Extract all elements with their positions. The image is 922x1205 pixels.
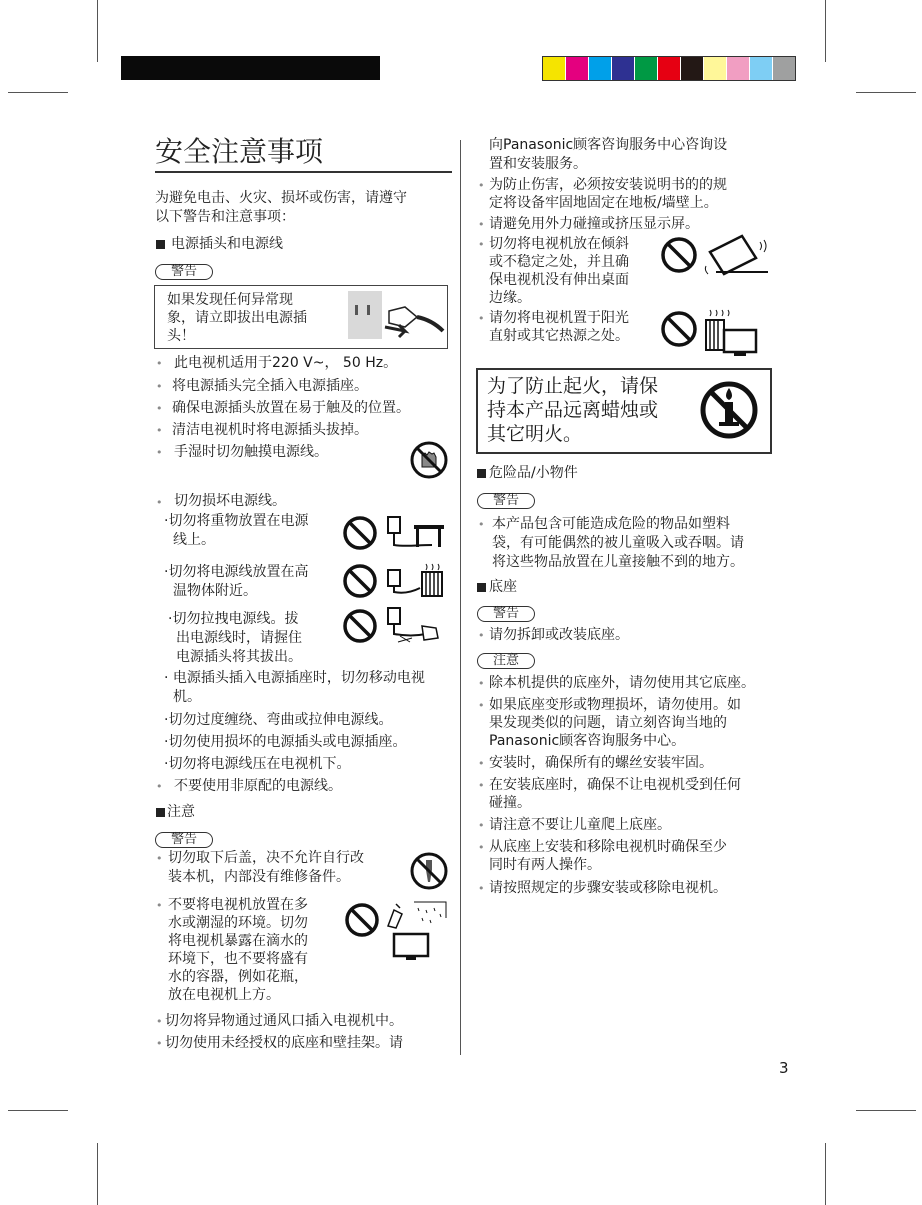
color-swatch bbox=[749, 57, 772, 80]
stand-caution-2-l1: 如果底座变形或物理损坏，请勿使用。如 bbox=[489, 697, 741, 713]
stand-caution-5: 请注意不要让儿童爬上底座。 bbox=[489, 817, 671, 833]
right-item-3-l2: 或不稳定之处，并且确 bbox=[489, 254, 629, 270]
right-cont-l1: 向Panasonic顾客咨询服务中心咨询设 bbox=[489, 137, 728, 153]
dangerous-l1: 本产品包含可能造成危险的物品如塑料 bbox=[492, 516, 730, 532]
sub-item-1-l2: 线上。 bbox=[173, 532, 215, 548]
prohibited-icon bbox=[344, 902, 380, 938]
color-swatch bbox=[634, 57, 657, 80]
right-item-4-l1: 请勿将电视机置于阳光 bbox=[489, 310, 629, 326]
bullet: • bbox=[478, 179, 485, 192]
crop-mark-tr-h bbox=[856, 92, 916, 93]
bullet: • bbox=[478, 882, 485, 895]
bullet: • bbox=[156, 899, 163, 912]
color-swatch bbox=[543, 57, 565, 80]
pull-cord-icon bbox=[386, 606, 446, 646]
box-line-2: 象，请立即拔出电源插 bbox=[167, 310, 307, 326]
right-item-3-l1: 切勿将电视机放在倾斜 bbox=[489, 236, 629, 252]
bullet: • bbox=[156, 1015, 163, 1028]
bullet: • bbox=[156, 780, 163, 793]
no-wet-hands-icon bbox=[410, 441, 448, 479]
bullet: • bbox=[478, 629, 485, 642]
caution-item-2-l5: 水的容器，例如花瓶， bbox=[168, 969, 308, 985]
tilted-tv-icon bbox=[702, 232, 770, 280]
fire-line-3: 其它明火。 bbox=[487, 423, 583, 445]
right-item-4-l2: 直射或其它热源之处。 bbox=[489, 328, 629, 344]
right-item-2: 请避免用外力碰撞或挤压显示屏。 bbox=[489, 216, 699, 232]
crop-mark-tr-v bbox=[825, 0, 826, 62]
registration-bar bbox=[121, 56, 380, 80]
warning-label: 警告 bbox=[155, 832, 213, 848]
box-line-1: 如果发现任何异常现 bbox=[167, 292, 293, 308]
caution-item-4: 切勿使用未经授权的底座和壁挂架。请 bbox=[165, 1035, 403, 1051]
stand-caution-6-l2: 同时有两人操作。 bbox=[489, 857, 601, 873]
power-heading: 电源插头和电源线 bbox=[171, 236, 283, 252]
page-title: 安全注意事项 bbox=[155, 135, 324, 168]
heavy-object-on-cord-icon bbox=[386, 515, 446, 551]
bullet: • bbox=[478, 819, 485, 832]
section-marker bbox=[477, 469, 486, 478]
color-swatch bbox=[726, 57, 749, 80]
sub-item-2-l1: ·切勿将电源线放置在高 bbox=[164, 564, 309, 580]
fire-line-1: 为了防止起火，请保 bbox=[487, 375, 659, 397]
caution-item-2-l4: 环境下，也不要将盛有 bbox=[168, 951, 308, 967]
sub-item-5: ·切勿过度缠绕、弯曲或拉伸电源线。 bbox=[164, 712, 393, 728]
caution-item-2-l1: 不要将电视机放置在多 bbox=[168, 897, 308, 913]
bullet: • bbox=[156, 357, 163, 370]
stand-caution-2-l3: Panasonic顾客咨询服务中心。 bbox=[489, 733, 686, 749]
color-swatch bbox=[703, 57, 726, 80]
warning-label: 警告 bbox=[477, 606, 535, 622]
crop-mark-tl-h bbox=[8, 92, 68, 93]
stand-caution-4-l1: 在安装底座时，确保不让电视机受到任何 bbox=[489, 777, 741, 793]
color-swatches bbox=[542, 56, 796, 81]
column-divider bbox=[460, 140, 461, 1055]
right-item-1-l1: 为防止伤害，必须按安装说明书的的规 bbox=[489, 177, 727, 193]
unplug-icon bbox=[345, 287, 445, 345]
bullet: • bbox=[156, 1037, 163, 1050]
power-last-item: 不要使用非原配的电源线。 bbox=[174, 778, 342, 794]
stand-caution-4-l2: 碰撞。 bbox=[489, 795, 531, 811]
bullet: • bbox=[478, 218, 485, 231]
prohibited-icon bbox=[342, 515, 378, 551]
bullet: • bbox=[478, 699, 485, 712]
box-line-3: 头！ bbox=[167, 328, 195, 344]
power-item-3: 确保电源插头放置在易于触及的位置。 bbox=[172, 400, 410, 416]
crop-mark-tl-v bbox=[97, 0, 98, 62]
caution-item-1-l2: 装本机，内部没有维修备件。 bbox=[168, 869, 350, 885]
power-item-1: 此电视机适用于220 V~， 50 Hz。 bbox=[174, 355, 398, 371]
bullet: • bbox=[156, 446, 163, 459]
crop-mark-bl-v bbox=[97, 1143, 98, 1205]
intro-line-1: 为避免电击、火灾、损坏或伤害，请遵守 bbox=[155, 190, 407, 206]
stand-heading: 底座 bbox=[489, 579, 517, 595]
right-cont-l2: 置和安装服务。 bbox=[489, 156, 587, 172]
sub-item-4-l1: · 电源插头插入电源插座时，切勿移动电视 bbox=[164, 670, 425, 686]
intro-line-2: 以下警告和注意事项： bbox=[155, 209, 295, 225]
caution-item-3: 切勿将异物通过通风口插入电视机中。 bbox=[165, 1013, 403, 1029]
color-swatch bbox=[772, 57, 795, 80]
bullet: • bbox=[478, 757, 485, 770]
stand-warning: 请勿拆卸或改装底座。 bbox=[489, 627, 629, 643]
caution-item-2-l6: 放在电视机上方。 bbox=[168, 987, 280, 1003]
bullet: • bbox=[478, 238, 485, 251]
prohibited-icon bbox=[660, 310, 698, 348]
warning-label: 警告 bbox=[477, 493, 535, 509]
cord-near-heater-icon bbox=[386, 562, 446, 600]
caution-item-1-l1: 切勿取下后盖，决不允许自行改 bbox=[168, 850, 364, 866]
bullet: • bbox=[478, 518, 485, 531]
caution-label: 注意 bbox=[477, 653, 535, 669]
bullet: • bbox=[478, 312, 485, 325]
sub-item-2-l2: 温物体附近。 bbox=[173, 583, 257, 599]
right-item-3-l4: 边缘。 bbox=[489, 290, 531, 306]
sub-item-3-l2: 出电源线时，请握住 bbox=[176, 630, 302, 646]
bullet: • bbox=[156, 402, 163, 415]
prohibited-icon bbox=[342, 563, 378, 599]
prohibited-icon bbox=[342, 608, 378, 644]
crop-mark-br-v bbox=[825, 1143, 826, 1205]
warning-label: 警告 bbox=[155, 264, 213, 280]
caution-item-2-l3: 将电视机暴露在滴水的 bbox=[168, 933, 308, 949]
dangerous-l2: 袋，有可能偶然的被儿童吸入或吞咽。请 bbox=[492, 535, 744, 551]
power-item-2: 将电源插头完全插入电源插座。 bbox=[172, 378, 368, 394]
bullet: • bbox=[156, 496, 163, 509]
color-swatch bbox=[588, 57, 611, 80]
crop-mark-br-h bbox=[856, 1110, 916, 1111]
water-on-tv-icon bbox=[384, 898, 448, 964]
title-rule bbox=[155, 171, 452, 173]
section-marker bbox=[156, 808, 165, 817]
dangerous-l3: 将这些物品放置在儿童接触不到的地方。 bbox=[492, 554, 744, 570]
color-swatch bbox=[657, 57, 680, 80]
bullet: • bbox=[156, 424, 163, 437]
stand-caution-3: 安装时，确保所有的螺丝安装牢固。 bbox=[489, 755, 713, 771]
section-marker bbox=[156, 240, 165, 249]
fire-line-2: 持本产品远离蜡烛或 bbox=[487, 399, 659, 421]
color-swatch bbox=[611, 57, 634, 80]
caution-heading: 注意 bbox=[167, 804, 195, 820]
right-item-1-l2: 定将设备牢固地固定在地板/墙壁上。 bbox=[489, 195, 718, 211]
power-item-4: 清洁电视机时将电源插头拔掉。 bbox=[172, 422, 368, 438]
right-item-3-l3: 保电视机没有伸出桌面 bbox=[489, 272, 629, 288]
heat-source-tv-icon bbox=[704, 308, 760, 360]
stand-caution-6-l1: 从底座上安装和移除电视机时确保至少 bbox=[489, 839, 727, 855]
no-disassemble-icon bbox=[410, 852, 448, 890]
stand-caution-7: 请按照规定的步骤安装或移除电视机。 bbox=[489, 880, 727, 896]
bullet: • bbox=[156, 380, 163, 393]
sub-item-3-l1: ·切勿拉拽电源线。拔 bbox=[168, 611, 299, 627]
no-candle-icon bbox=[699, 380, 759, 440]
section-marker bbox=[477, 583, 486, 592]
caution-item-2-l2: 水或潮湿的环境。切勿 bbox=[168, 915, 308, 931]
sub-item-1-l1: ·切勿将重物放置在电源 bbox=[164, 513, 309, 529]
power-item-5: 手湿时切勿触摸电源线。 bbox=[174, 444, 328, 460]
sub-item-7: ·切勿将电源线压在电视机下。 bbox=[164, 756, 351, 772]
bullet: • bbox=[478, 779, 485, 792]
stand-caution-1: 除本机提供的底座外，请勿使用其它底座。 bbox=[489, 675, 755, 691]
dangerous-heading: 危险品/小物件 bbox=[489, 465, 578, 481]
color-swatch bbox=[680, 57, 703, 80]
prohibited-icon bbox=[660, 236, 698, 274]
bullet: • bbox=[478, 677, 485, 690]
bullet: • bbox=[156, 852, 163, 865]
sub-item-6: ·切勿使用损坏的电源插头或电源插座。 bbox=[164, 734, 407, 750]
sub-item-4-l2: 机。 bbox=[173, 689, 201, 705]
crop-mark-bl-h bbox=[8, 1110, 68, 1111]
page-number: 3 bbox=[779, 1059, 789, 1077]
damage-heading: 切勿损坏电源线。 bbox=[174, 493, 286, 509]
color-swatch bbox=[565, 57, 588, 80]
sub-item-3-l3: 电源插头将其拔出。 bbox=[176, 649, 302, 665]
bullet: • bbox=[478, 841, 485, 854]
stand-caution-2-l2: 果发现类似的问题，请立刻咨询当地的 bbox=[489, 715, 727, 731]
